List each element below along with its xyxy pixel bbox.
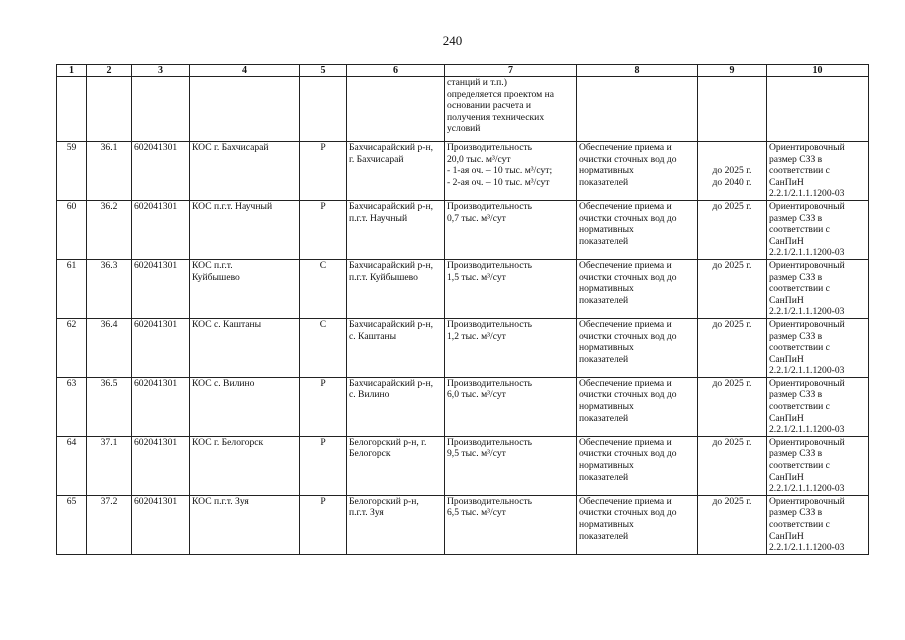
cell-text-line: 2.2.1/2.1.1.1200-03 [769,365,845,377]
column-header: 8 [577,65,698,77]
continuation-characteristics-cell [445,77,577,142]
cell-text-line: г. Бахчисарай [349,153,404,165]
cell-text-line: размер СЗЗ в [769,212,823,224]
location-cell [347,200,445,259]
table-cell [577,77,698,142]
cell-text-line: основании расчета и [447,100,531,112]
cell-text-line: Производительность [447,495,533,507]
characteristics-cell [445,377,577,436]
oktmo-cell: 602041301 [132,436,190,495]
status-cell: Р [300,495,347,554]
characteristics-cell [445,259,577,318]
cell-text-line: Обеспечение приема и [579,200,672,212]
status-cell: Р [300,200,347,259]
cell-text-line: Ориентировочный [769,495,845,507]
cell-text-line: Обеспечение приема и [579,318,672,330]
cell-text-line: Белогорский р-н, [349,495,419,507]
purpose-cell [577,142,698,201]
row-number-cell: 61 [57,259,87,318]
cell-text-line: до 2025 г. [712,165,752,177]
cell-text-line: п.г.т. Научный [349,212,408,224]
page-number: 240 [442,33,463,48]
cell-text-line: СанПиН [769,294,804,306]
cell-text-line: 1,2 тыс. м³/сут [447,330,506,342]
cell-text-line: очистки сточных вод до [579,330,677,342]
cell-text-line: размер СЗЗ в [769,389,823,401]
name-cell [190,495,300,554]
cell-text-line: п.г.т. Зуя [349,507,384,519]
table-row [57,377,869,436]
table-cell [300,77,347,142]
cell-text-line: до 2040 г. [712,176,752,188]
name-cell [190,200,300,259]
continuation-row [57,77,869,142]
cell-text-line: Ориентировочный [769,142,845,153]
cell-text-line: очистки сточных вод до [579,389,677,401]
cell-text-line: 2.2.1/2.1.1.1200-03 [769,188,845,200]
cell-text-line: - 2-ая оч. – 10 тыс. м³/сут [447,176,550,188]
purpose-cell [577,495,698,554]
cell-text-line: до 2025 г. [712,200,752,212]
cell-text-line: размер СЗЗ в [769,153,823,165]
name-cell [190,377,300,436]
cell-text-line: СанПиН [769,412,804,424]
cell-text-line: определяется проектом на [447,88,555,100]
row-number-cell: 65 [57,495,87,554]
name-cell [190,259,300,318]
row-number-cell: 62 [57,318,87,377]
cell-text-line: 20,0 тыс. м³/сут [447,153,511,165]
name-cell [190,318,300,377]
characteristics-cell [445,436,577,495]
cell-text-line: Обеспечение приема и [579,142,672,153]
cell-text-line: 2.2.1/2.1.1.1200-03 [769,247,845,259]
table-cell [132,77,190,142]
purpose-cell [577,377,698,436]
cell-text-line: до 2025 г. [712,436,752,448]
column-header: 10 [767,65,869,77]
cell-text-line: 6,5 тыс. м³/сут [447,507,506,519]
status-cell: Р [300,436,347,495]
cell-text-line: соответствии с [769,342,830,354]
cell-text-line: 2.2.1/2.1.1.1200-03 [769,306,845,318]
cell-text-line: соответствии с [769,519,830,530]
status-cell: Р [300,377,347,436]
term-cell [698,377,767,436]
cell-text-line: нормативных [579,519,634,530]
cell-text-line: Бахчисарайский р-н, [349,377,433,389]
cell-text-line: до 2025 г. [712,259,752,271]
location-cell [347,495,445,554]
cell-text-line: Ориентировочный [769,318,845,330]
term-cell [698,495,767,554]
name-cell [190,142,300,201]
code-cell: 36.2 [87,200,132,259]
characteristics-cell [445,495,577,554]
spacer [700,142,764,154]
protection-zone-cell [767,259,869,318]
protection-zone-cell [767,200,869,259]
term-cell [698,436,767,495]
table-row [57,142,869,201]
oktmo-cell: 602041301 [132,318,190,377]
oktmo-cell: 602041301 [132,200,190,259]
cell-text-line: Производительность [447,200,533,212]
code-cell: 36.5 [87,377,132,436]
column-header-row [57,65,869,77]
code-cell: 37.2 [87,495,132,554]
cell-text-line: 2.2.1/2.1.1.1200-03 [769,542,845,554]
cell-text-line: Обеспечение приема и [579,377,672,389]
column-header: 9 [698,65,767,77]
cell-text-line: показателей [579,294,629,306]
cell-text-line: до 2025 г. [712,318,752,330]
table-cell [698,77,767,142]
table-cell [767,77,869,142]
code-cell: 37.1 [87,436,132,495]
cell-text-line: КОС г. Белогорск [192,436,264,448]
cell-text-line: показателей [579,235,629,247]
cell-text-line: Ориентировочный [769,436,845,448]
cell-text-line: СанПиН [769,530,804,542]
cell-text-line: показателей [579,176,629,188]
table-row [57,259,869,318]
cell-text-line: Белогорск [349,448,391,460]
row-number-cell: 64 [57,436,87,495]
cell-text-line: с. Каштаны [349,330,397,342]
protection-zone-cell [767,318,869,377]
characteristics-cell [445,142,577,201]
oktmo-cell: 602041301 [132,259,190,318]
cell-text-line: соответствии с [769,460,830,472]
cell-text-line: СанПиН [769,235,804,247]
table-cell [87,77,132,142]
cell-text-line: Обеспечение приема и [579,259,672,271]
row-number-cell: 59 [57,142,87,201]
cell-text-line: 6,0 тыс. м³/сут [447,389,506,401]
cell-text-line: Производительность [447,142,533,153]
cell-text-line: Ориентировочный [769,377,845,389]
cell-text-line: нормативных [579,283,634,295]
cell-text-line: нормативных [579,401,634,413]
cell-text-line: нормативных [579,460,634,472]
column-header: 4 [190,65,300,77]
cell-text-line: СанПиН [769,471,804,483]
name-cell [190,436,300,495]
cell-text-line: Бахчисарайский р-н, [349,259,433,271]
code-cell: 36.4 [87,318,132,377]
location-cell [347,259,445,318]
protection-zone-cell [767,495,869,554]
term-cell [698,259,767,318]
cell-text-line: Обеспечение приема и [579,495,672,507]
oktmo-cell: 602041301 [132,495,190,554]
table-row [57,436,869,495]
cell-text-line: станций и т.п.) [447,77,507,88]
location-cell [347,377,445,436]
column-header: 5 [300,65,347,77]
cell-text-line: очистки сточных вод до [579,153,677,165]
cell-text-line: до 2025 г. [712,377,752,389]
cell-text-line: Бахчисарайский р-н, [349,142,433,153]
cell-text-line: 1,5 тыс. м³/сут [447,271,506,283]
cell-text-line: Ориентировочный [769,200,845,212]
cell-text-line: очистки сточных вод до [579,212,677,224]
cell-text-line: размер СЗЗ в [769,448,823,460]
purpose-cell [577,436,698,495]
column-header: 2 [87,65,132,77]
characteristics-cell [445,318,577,377]
table-cell [190,77,300,142]
cell-text-line: нормативных [579,224,634,236]
cell-text-line: СанПиН [769,353,804,365]
row-number-cell: 60 [57,200,87,259]
cell-text-line: размер СЗЗ в [769,271,823,283]
status-cell: С [300,318,347,377]
characteristics-cell [445,200,577,259]
status-cell: С [300,259,347,318]
cell-text-line: получения технических [447,111,545,123]
oktmo-cell: 602041301 [132,377,190,436]
location-cell [347,142,445,201]
cell-text-line: соответствии с [769,283,830,295]
purpose-cell [577,200,698,259]
location-cell [347,318,445,377]
cell-text-line: соответствии с [769,165,830,177]
cell-text-line: размер СЗЗ в [769,330,823,342]
cell-text-line: соответствии с [769,224,830,236]
row-number-cell: 63 [57,377,87,436]
table-cell [57,77,87,142]
cell-text-line: Обеспечение приема и [579,436,672,448]
cell-text-line: - 1-ая оч. – 10 тыс. м³/сут; [447,165,553,177]
term-cell [698,142,767,201]
cell-text-line: нормативных [579,342,634,354]
cell-text-line: КОС с. Каштаны [192,318,262,330]
cell-text-line: Производительность [447,318,533,330]
column-header: 1 [57,65,87,77]
cell-text-line: очистки сточных вод до [579,507,677,519]
cell-text-line: 0,7 тыс. м³/сут [447,212,506,224]
table-row [57,495,869,554]
cell-text-line: нормативных [579,165,634,177]
term-cell [698,318,767,377]
cell-text-line: п.г.т. Куйбышево [349,271,418,283]
cell-text-line: КОС п.г.т. [192,259,233,271]
term-cell [698,200,767,259]
cell-text-line: 2.2.1/2.1.1.1200-03 [769,483,845,495]
location-cell [347,436,445,495]
cell-text-line: Куйбышево [192,271,240,283]
column-header: 3 [132,65,190,77]
code-cell: 36.1 [87,142,132,201]
cell-text-line: размер СЗЗ в [769,507,823,519]
cell-text-line: очистки сточных вод до [579,448,677,460]
cell-text-line: КОС г. Бахчисарай [192,142,269,153]
oktmo-cell: 602041301 [132,142,190,201]
cell-text-line: КОС п.г.т. Научный [192,200,273,212]
purpose-cell [577,259,698,318]
cell-text-line: с. Вилино [349,389,390,401]
cell-text-line: показателей [579,530,629,542]
purpose-cell [577,318,698,377]
table-cell [347,77,445,142]
cell-text-line: Производительность [447,436,533,448]
cell-text-line: Производительность [447,259,533,271]
status-cell: Р [300,142,347,201]
cell-text-line: показателей [579,471,629,483]
protection-zone-cell [767,436,869,495]
code-cell: 36.3 [87,259,132,318]
cell-text-line: Производительность [447,377,533,389]
table-row [57,318,869,377]
cell-text-line: Белогорский р-н, г. [349,436,427,448]
cell-text-line: соответствии с [769,401,830,413]
protection-zone-cell [767,142,869,201]
cell-text-line: 9,5 тыс. м³/сут [447,448,506,460]
column-header: 7 [445,65,577,77]
cell-text-line: Бахчисарайский р-н, [349,318,433,330]
cell-text-line: 2.2.1/2.1.1.1200-03 [769,424,845,436]
protection-zone-cell [767,377,869,436]
cell-text-line: показателей [579,353,629,365]
cell-text-line: показателей [579,412,629,424]
table-row [57,200,869,259]
cell-text-line: Ориентировочный [769,259,845,271]
cell-text-line: Бахчисарайский р-н, [349,200,433,212]
cell-text-line: условий [447,123,481,135]
spacer [700,154,764,166]
cell-text-line: КОС с. Вилино [192,377,255,389]
cell-text-line: КОС п.г.т. Зуя [192,495,249,507]
facilities-table [56,64,869,555]
cell-text-line: до 2025 г. [712,495,752,507]
cell-text-line: очистки сточных вод до [579,271,677,283]
cell-text-line: СанПиН [769,176,804,188]
column-header: 6 [347,65,445,77]
